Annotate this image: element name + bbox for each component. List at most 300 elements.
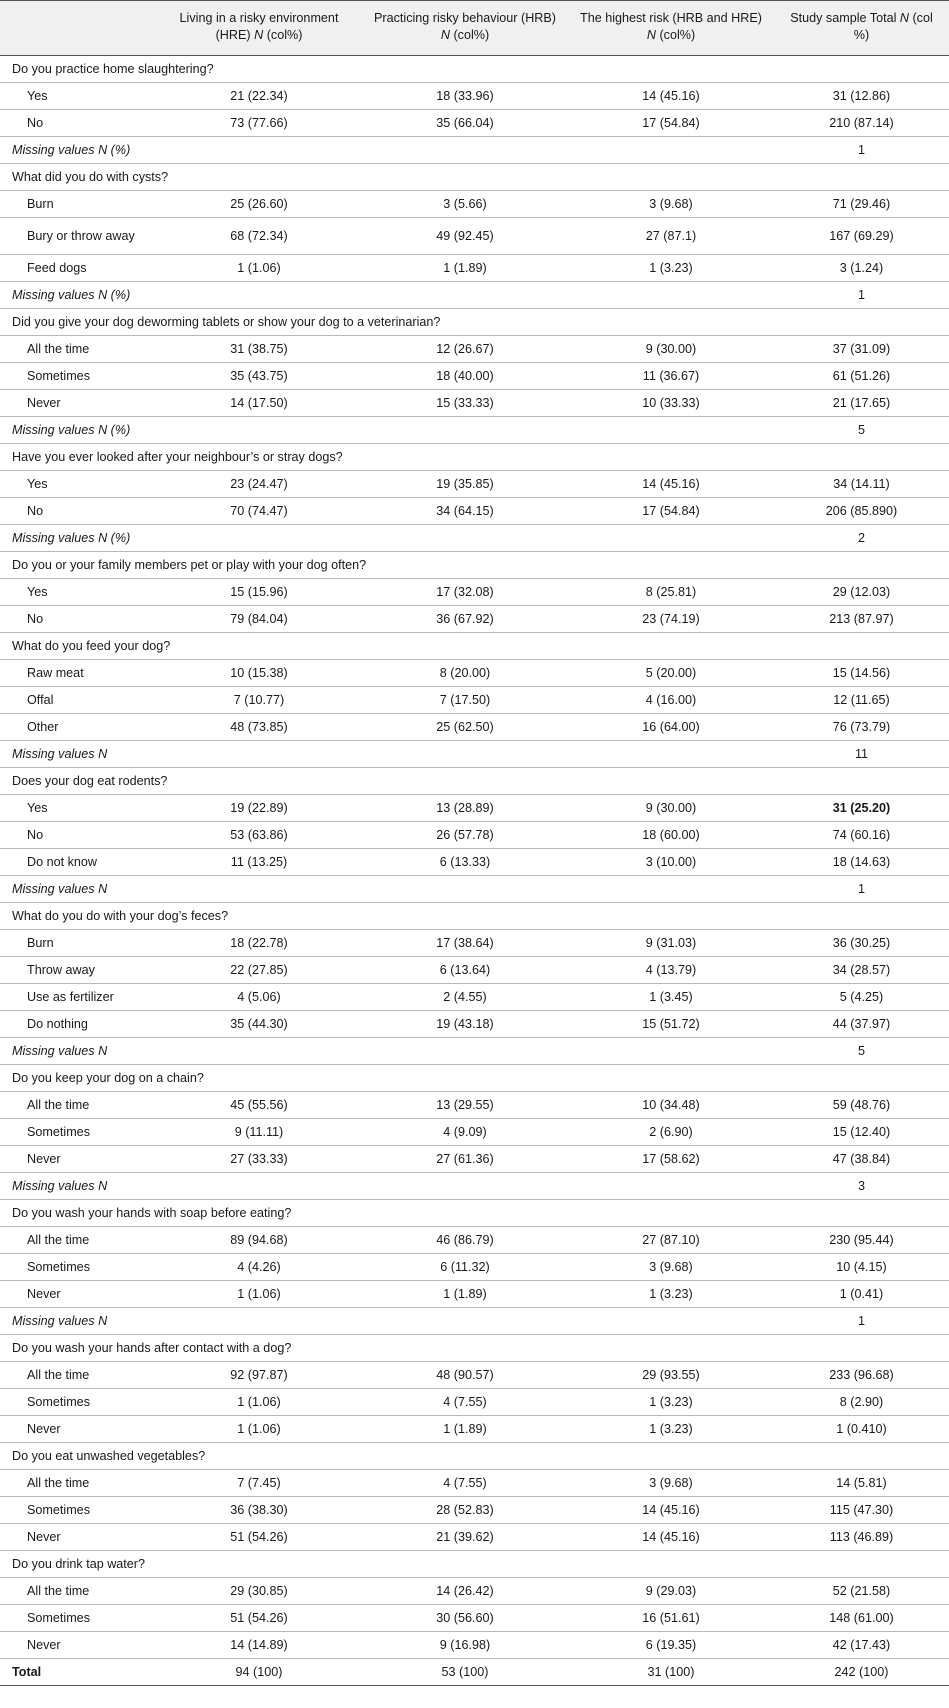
cell-highest-risk: 10 (34.48) (568, 1092, 774, 1119)
table-row (0, 471, 949, 498)
cell-highest-risk: 1 (3.23) (568, 255, 774, 282)
question-text: What do you feed your dog? (0, 633, 949, 660)
header-highest-risk: The highest risk (HRB and HRE) N (col%) (568, 1, 774, 56)
cell-highest-risk: 18 (60.00) (568, 822, 774, 849)
cell-total: 61 (51.26) (774, 363, 949, 390)
row-label: Sometimes (0, 363, 156, 390)
cell-hrb: 46 (86.79) (362, 1227, 568, 1254)
row-label: Yes (0, 795, 156, 822)
missing-values-row (0, 1173, 949, 1200)
cell-total: 12 (11.65) (774, 687, 949, 714)
table-row (0, 110, 949, 137)
cell-hre: 35 (44.30) (156, 1011, 362, 1038)
question-row (0, 309, 949, 336)
cell-highest-risk (568, 876, 774, 903)
cell-hrb: 4 (7.55) (362, 1389, 568, 1416)
cell-hrb: 19 (35.85) (362, 471, 568, 498)
cell-hre (156, 876, 362, 903)
cell-hrb: 8 (20.00) (362, 660, 568, 687)
cell-total: 31 (12.86) (774, 83, 949, 110)
question-text: Did you give your dog deworming tablets or show your dog to a veterinarian? (0, 309, 949, 336)
cell-highest-risk: 4 (13.79) (568, 957, 774, 984)
cell-hrb: 2 (4.55) (362, 984, 568, 1011)
cell-hrb: 17 (32.08) (362, 579, 568, 606)
question-text: Do you keep your dog on a chain? (0, 1065, 949, 1092)
cell-hrb: 35 (66.04) (362, 110, 568, 137)
cell-hrb: 4 (9.09) (362, 1119, 568, 1146)
missing-values-row (0, 282, 949, 309)
table-row (0, 714, 949, 741)
cell-hrb (362, 525, 568, 552)
cell-hre: 11 (13.25) (156, 849, 362, 876)
cell-highest-risk (568, 137, 774, 164)
cell-total: 71 (29.46) (774, 191, 949, 218)
cell-highest-risk (568, 1308, 774, 1335)
cell-hre: 14 (17.50) (156, 390, 362, 417)
table-row (0, 363, 949, 390)
row-label: Never (0, 1146, 156, 1173)
cell-total: 21 (17.65) (774, 390, 949, 417)
question-row (0, 552, 949, 579)
total-row (0, 1659, 949, 1686)
cell-total: 5 (4.25) (774, 984, 949, 1011)
cell-highest-risk: 10 (33.33) (568, 390, 774, 417)
cell-highest-risk: 17 (54.84) (568, 498, 774, 525)
cell-total: 76 (73.79) (774, 714, 949, 741)
table-row (0, 336, 949, 363)
cell-highest-risk: 14 (45.16) (568, 83, 774, 110)
table-row (0, 957, 949, 984)
cell-hre (156, 417, 362, 444)
cell-hrb: 9 (16.98) (362, 1632, 568, 1659)
cell-hrb: 28 (52.83) (362, 1497, 568, 1524)
row-label: All the time (0, 1362, 156, 1389)
table-row (0, 1011, 949, 1038)
table-row (0, 687, 949, 714)
row-label: No (0, 822, 156, 849)
row-label: Missing values N (%) (0, 417, 156, 444)
cell-hre: 92 (97.87) (156, 1362, 362, 1389)
row-label: Sometimes (0, 1497, 156, 1524)
row-label: Missing values N (0, 1173, 156, 1200)
cell-total: 115 (47.30) (774, 1497, 949, 1524)
cell-hrb: 12 (26.67) (362, 336, 568, 363)
cell-hre: 9 (11.11) (156, 1119, 362, 1146)
row-label: Sometimes (0, 1254, 156, 1281)
cell-hrb: 18 (40.00) (362, 363, 568, 390)
cell-total: 1 (774, 282, 949, 309)
cell-highest-risk (568, 282, 774, 309)
cell-hrb: 15 (33.33) (362, 390, 568, 417)
cell-highest-risk: 27 (87.10) (568, 1227, 774, 1254)
cell-hre (156, 1038, 362, 1065)
table-row (0, 218, 949, 255)
cell-highest-risk: 3 (9.68) (568, 191, 774, 218)
table-row (0, 930, 949, 957)
cell-highest-risk: 9 (31.03) (568, 930, 774, 957)
question-text: Do you wash your hands after contact with a dog? (0, 1335, 949, 1362)
row-label: Yes (0, 471, 156, 498)
question-row (0, 56, 949, 83)
cell-hre: 1 (1.06) (156, 255, 362, 282)
row-label: Missing values N (0, 876, 156, 903)
cell-highest-risk: 3 (9.68) (568, 1470, 774, 1497)
cell-hrb: 21 (39.62) (362, 1524, 568, 1551)
header-study-total: Study sample Total N (col %) (774, 1, 949, 56)
row-label: All the time (0, 1470, 156, 1497)
cell-hrb (362, 137, 568, 164)
cell-hrb: 17 (38.64) (362, 930, 568, 957)
row-label: Never (0, 1524, 156, 1551)
cell-total: 10 (4.15) (774, 1254, 949, 1281)
cell-hre: 89 (94.68) (156, 1227, 362, 1254)
row-label: Raw meat (0, 660, 156, 687)
row-label: Burn (0, 930, 156, 957)
cell-hre (156, 1308, 362, 1335)
cell-hrb: 1 (1.89) (362, 255, 568, 282)
missing-values-row (0, 1038, 949, 1065)
row-label: Feed dogs (0, 255, 156, 282)
cell-total: 5 (774, 417, 949, 444)
cell-total: 52 (21.58) (774, 1578, 949, 1605)
cell-hre: 18 (22.78) (156, 930, 362, 957)
cell-highest-risk: 8 (25.81) (568, 579, 774, 606)
table-row (0, 498, 949, 525)
cell-total: 36 (30.25) (774, 930, 949, 957)
table-row (0, 1227, 949, 1254)
question-text: Do you wash your hands with soap before eating? (0, 1200, 949, 1227)
cell-highest-risk (568, 1038, 774, 1065)
cell-hre: 79 (84.04) (156, 606, 362, 633)
cell-hrb: 13 (29.55) (362, 1092, 568, 1119)
cell-highest-risk (568, 1173, 774, 1200)
question-row (0, 903, 949, 930)
cell-total: 206 (85.890) (774, 498, 949, 525)
cell-total: 44 (37.97) (774, 1011, 949, 1038)
table-row (0, 1254, 949, 1281)
cell-total: 3 (774, 1173, 949, 1200)
row-label: Throw away (0, 957, 156, 984)
table-row (0, 660, 949, 687)
cell-hre: 27 (33.33) (156, 1146, 362, 1173)
cell-highest-risk: 27 (87.1) (568, 218, 774, 255)
cell-hre: 1 (1.06) (156, 1389, 362, 1416)
cell-hrb (362, 1308, 568, 1335)
row-label: All the time (0, 1578, 156, 1605)
cell-total: 1 (774, 137, 949, 164)
cell-hre: 14 (14.89) (156, 1632, 362, 1659)
missing-values-row (0, 137, 949, 164)
row-label: Missing values N (%) (0, 525, 156, 552)
cell-hrb (362, 1038, 568, 1065)
cell-hrb: 18 (33.96) (362, 83, 568, 110)
cell-hre (156, 1173, 362, 1200)
table-row (0, 1092, 949, 1119)
row-label: Never (0, 1416, 156, 1443)
row-label: No (0, 110, 156, 137)
question-text: Do you drink tap water? (0, 1551, 949, 1578)
cell-hre: 51 (54.26) (156, 1524, 362, 1551)
cell-hrb: 1 (1.89) (362, 1416, 568, 1443)
table-row (0, 984, 949, 1011)
row-label: Offal (0, 687, 156, 714)
cell-hre: 15 (15.96) (156, 579, 362, 606)
cell-hre: 10 (15.38) (156, 660, 362, 687)
cell-hrb (362, 741, 568, 768)
missing-values-row (0, 741, 949, 768)
cell-total: 1 (0.41) (774, 1281, 949, 1308)
cell-total: 11 (774, 741, 949, 768)
table-row (0, 849, 949, 876)
cell-total: 113 (46.89) (774, 1524, 949, 1551)
question-row (0, 1551, 949, 1578)
cell-hre: 53 (63.86) (156, 822, 362, 849)
cell-hre: 70 (74.47) (156, 498, 362, 525)
cell-highest-risk: 1 (3.23) (568, 1281, 774, 1308)
cell-highest-risk: 5 (20.00) (568, 660, 774, 687)
cell-hre: 25 (26.60) (156, 191, 362, 218)
cell-hrb: 27 (61.36) (362, 1146, 568, 1173)
row-label: Sometimes (0, 1389, 156, 1416)
cell-total: 210 (87.14) (774, 110, 949, 137)
cell-highest-risk (568, 525, 774, 552)
table-row (0, 606, 949, 633)
cell-hrb: 7 (17.50) (362, 687, 568, 714)
cell-highest-risk: 14 (45.16) (568, 1524, 774, 1551)
table-row (0, 1119, 949, 1146)
cell-total: 14 (5.81) (774, 1470, 949, 1497)
table-row (0, 390, 949, 417)
cell-total: 15 (12.40) (774, 1119, 949, 1146)
cell-hrb: 36 (67.92) (362, 606, 568, 633)
cell-hre: 19 (22.89) (156, 795, 362, 822)
row-label: Use as fertilizer (0, 984, 156, 1011)
question-row (0, 633, 949, 660)
cell-hre: 1 (1.06) (156, 1416, 362, 1443)
cell-hre: 51 (54.26) (156, 1605, 362, 1632)
cell-total: 34 (28.57) (774, 957, 949, 984)
question-row (0, 1200, 949, 1227)
table-row (0, 1416, 949, 1443)
question-text: What did you do with cysts? (0, 164, 949, 191)
cell-hrb: 53 (100) (362, 1659, 568, 1686)
row-label: Never (0, 1632, 156, 1659)
table-header-row (0, 1, 949, 56)
table-row (0, 1281, 949, 1308)
cell-highest-risk: 17 (54.84) (568, 110, 774, 137)
table-row (0, 1632, 949, 1659)
cell-hre: 35 (43.75) (156, 363, 362, 390)
cell-highest-risk (568, 741, 774, 768)
table-row (0, 191, 949, 218)
row-label: No (0, 606, 156, 633)
row-label: Missing values N (0, 741, 156, 768)
table-row (0, 255, 949, 282)
cell-total: 242 (100) (774, 1659, 949, 1686)
table-row (0, 1605, 949, 1632)
cell-total: 59 (48.76) (774, 1092, 949, 1119)
cell-hrb: 3 (5.66) (362, 191, 568, 218)
cell-hrb: 19 (43.18) (362, 1011, 568, 1038)
cell-hre: 22 (27.85) (156, 957, 362, 984)
cell-highest-risk: 14 (45.16) (568, 471, 774, 498)
table-row (0, 1524, 949, 1551)
row-label: Missing values N (0, 1308, 156, 1335)
table-row (0, 822, 949, 849)
row-label: Do not know (0, 849, 156, 876)
cell-hrb: 6 (13.33) (362, 849, 568, 876)
row-label: Bury or throw away (0, 218, 156, 255)
question-text: Have you ever looked after your neighbour’s or stray dogs? (0, 444, 949, 471)
cell-total: 230 (95.44) (774, 1227, 949, 1254)
cell-hre: 4 (5.06) (156, 984, 362, 1011)
cell-total: 31 (25.20) (774, 795, 949, 822)
cell-highest-risk: 11 (36.67) (568, 363, 774, 390)
row-label: Never (0, 1281, 156, 1308)
cell-hrb: 30 (56.60) (362, 1605, 568, 1632)
cell-total: 42 (17.43) (774, 1632, 949, 1659)
cell-hrb (362, 1173, 568, 1200)
question-row (0, 1335, 949, 1362)
cell-total: 37 (31.09) (774, 336, 949, 363)
row-label: Yes (0, 579, 156, 606)
cell-hrb (362, 876, 568, 903)
row-label: Total (0, 1659, 156, 1686)
table-row (0, 1497, 949, 1524)
cell-hrb (362, 282, 568, 309)
row-label: Never (0, 390, 156, 417)
cell-total: 29 (12.03) (774, 579, 949, 606)
cell-total: 2 (774, 525, 949, 552)
table-row (0, 83, 949, 110)
cell-highest-risk: 14 (45.16) (568, 1497, 774, 1524)
header-hre: Living in a risky environment (HRE) N (col%) (156, 1, 362, 56)
row-label: Sometimes (0, 1605, 156, 1632)
cell-highest-risk: 23 (74.19) (568, 606, 774, 633)
question-text: Do you practice home slaughtering? (0, 56, 949, 83)
row-label: All the time (0, 336, 156, 363)
header-hrb: Practicing risky behaviour (HRB) N (col%) (362, 1, 568, 56)
cell-total: 233 (96.68) (774, 1362, 949, 1389)
cell-total: 15 (14.56) (774, 660, 949, 687)
cell-hrb: 49 (92.45) (362, 218, 568, 255)
cell-highest-risk: 16 (51.61) (568, 1605, 774, 1632)
cell-hre: 29 (30.85) (156, 1578, 362, 1605)
cell-hrb: 13 (28.89) (362, 795, 568, 822)
table-body (0, 56, 949, 1686)
cell-hrb: 6 (11.32) (362, 1254, 568, 1281)
cell-highest-risk: 9 (29.03) (568, 1578, 774, 1605)
table-row (0, 1362, 949, 1389)
cell-highest-risk: 3 (10.00) (568, 849, 774, 876)
question-text: Do you eat unwashed vegetables? (0, 1443, 949, 1470)
question-text: Does your dog eat rodents? (0, 768, 949, 795)
cell-hrb (362, 417, 568, 444)
cell-hre: 1 (1.06) (156, 1281, 362, 1308)
cell-total: 74 (60.16) (774, 822, 949, 849)
row-label: All the time (0, 1092, 156, 1119)
row-label: All the time (0, 1227, 156, 1254)
cell-hrb: 48 (90.57) (362, 1362, 568, 1389)
question-row (0, 1443, 949, 1470)
cell-total: 1 (774, 1308, 949, 1335)
cell-hre: 94 (100) (156, 1659, 362, 1686)
cell-highest-risk: 17 (58.62) (568, 1146, 774, 1173)
missing-values-row (0, 525, 949, 552)
row-label: Do nothing (0, 1011, 156, 1038)
row-label: Sometimes (0, 1119, 156, 1146)
cell-hrb: 14 (26.42) (362, 1578, 568, 1605)
cell-highest-risk: 2 (6.90) (568, 1119, 774, 1146)
row-label: No (0, 498, 156, 525)
cell-total: 167 (69.29) (774, 218, 949, 255)
row-label: Missing values N (%) (0, 137, 156, 164)
row-label: Burn (0, 191, 156, 218)
cell-hrb: 1 (1.89) (362, 1281, 568, 1308)
table-row (0, 795, 949, 822)
cell-hrb: 26 (57.78) (362, 822, 568, 849)
cell-highest-risk: 1 (3.45) (568, 984, 774, 1011)
cell-hrb: 34 (64.15) (362, 498, 568, 525)
cell-hre: 23 (24.47) (156, 471, 362, 498)
table-row (0, 1146, 949, 1173)
cell-total: 148 (61.00) (774, 1605, 949, 1632)
cell-hre: 7 (10.77) (156, 687, 362, 714)
cell-highest-risk: 15 (51.72) (568, 1011, 774, 1038)
cell-hre (156, 282, 362, 309)
cell-hre: 21 (22.34) (156, 83, 362, 110)
cell-highest-risk: 1 (3.23) (568, 1416, 774, 1443)
cell-hre: 31 (38.75) (156, 336, 362, 363)
missing-values-row (0, 1308, 949, 1335)
cell-highest-risk: 16 (64.00) (568, 714, 774, 741)
row-label: Missing values N (%) (0, 282, 156, 309)
question-row (0, 444, 949, 471)
cell-total: 213 (87.97) (774, 606, 949, 633)
cell-hrb: 25 (62.50) (362, 714, 568, 741)
cell-total: 3 (1.24) (774, 255, 949, 282)
cell-total: 5 (774, 1038, 949, 1065)
cell-highest-risk: 3 (9.68) (568, 1254, 774, 1281)
missing-values-row (0, 876, 949, 903)
cell-total: 1 (0.410) (774, 1416, 949, 1443)
cell-total: 1 (774, 876, 949, 903)
table-row (0, 579, 949, 606)
cell-hre (156, 525, 362, 552)
cell-hre (156, 741, 362, 768)
table-row (0, 1578, 949, 1605)
question-row (0, 1065, 949, 1092)
missing-values-row (0, 417, 949, 444)
cell-hre: 48 (73.85) (156, 714, 362, 741)
cell-highest-risk: 6 (19.35) (568, 1632, 774, 1659)
cell-highest-risk: 9 (30.00) (568, 795, 774, 822)
cell-highest-risk: 4 (16.00) (568, 687, 774, 714)
cell-highest-risk (568, 417, 774, 444)
question-row (0, 768, 949, 795)
cell-highest-risk: 29 (93.55) (568, 1362, 774, 1389)
cell-total: 47 (38.84) (774, 1146, 949, 1173)
question-text: What do you do with your dog’s feces? (0, 903, 949, 930)
cell-hrb: 4 (7.55) (362, 1470, 568, 1497)
cell-highest-risk: 9 (30.00) (568, 336, 774, 363)
cell-total: 34 (14.11) (774, 471, 949, 498)
cell-hre: 36 (38.30) (156, 1497, 362, 1524)
cell-highest-risk: 31 (100) (568, 1659, 774, 1686)
cell-hre: 7 (7.45) (156, 1470, 362, 1497)
table-row (0, 1470, 949, 1497)
header-blank (0, 1, 156, 56)
